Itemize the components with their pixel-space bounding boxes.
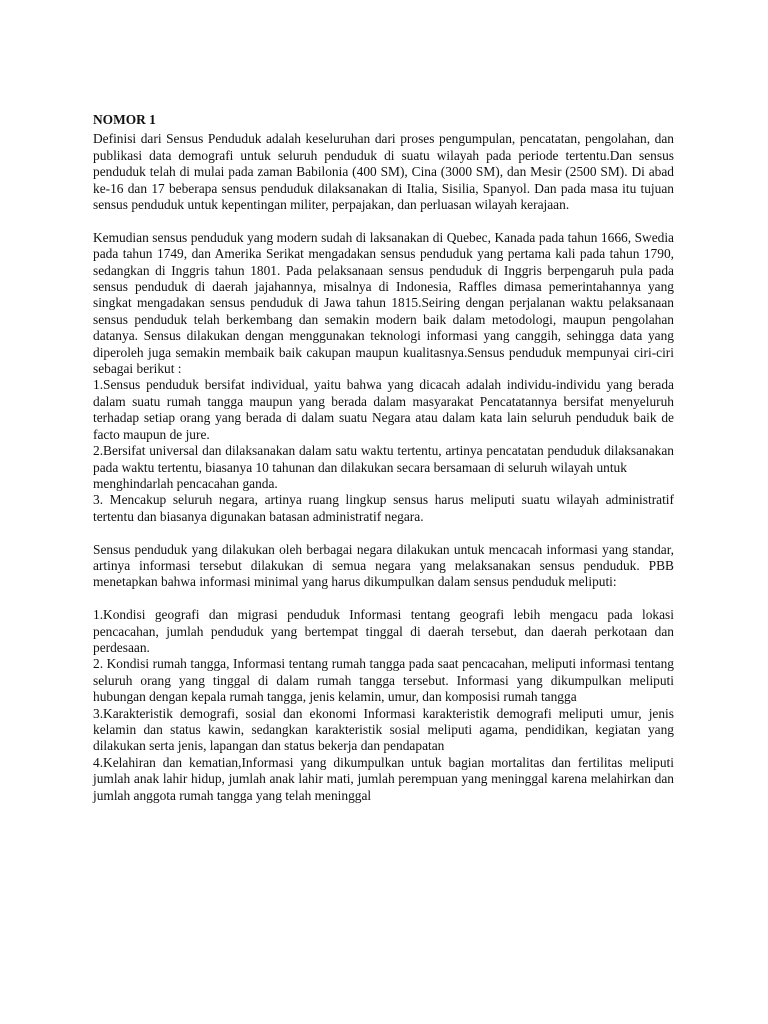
info-item-3: 3.Karakteristik demografi, sosial dan ekonomi Informasi karakteristik demografi meliputi umur, jenis kelamin dan status kawin, sedangkan karakteristik sosial meliputi agama, pendidikan, kegiatan yang dilakukan serta jenis, lapangan dan status bekerja dan pendapatan [93,705,674,754]
document-heading: NOMOR 1 [93,112,156,127]
blank-line [93,213,674,229]
paragraph-modern-census: Kemudian sensus penduduk yang modern sudah di laksanakan di Quebec, Kanada pada tahun 1666, Swedia pada tahun 1749, dan Amerika Serikat mengadakan sensus penduduk yang pertama kali pada tahun 1790, sedangkan di Inggris tahun 1801. Pada pelaksanaan sensus penduduk di Inggris berpengaruh pula pada sensus penduduk di daerah jajahannya, misalnya di Indonesia, Raffles dimasa pemerintahannya yang singkat mengadakan sensus penduduk di Jawa tahun 1815.Seiring dengan perjalanan waktu pelaksanaan sensus penduduk telah berkembang dan semakin modern baik dalam metodologi, maupun pengolahan datanya. Sensus dilakukan dengan menggunakan teknologi informasi yang canggih, sehingga data yang diperoleh juga semakin membaik baik cakupan maupun kualitasnya.Sensus penduduk mempunyai ciri-ciri sebagai berikut : [93,229,674,377]
info-item-2: 2. Kondisi rumah tangga, Informasi tentang rumah tangga pada saat pencacahan, meliputi informasi tentang seluruh orang yang tinggal di dalam rumah tangga tersebut. Informasi yang dikumpulkan meliputi hubungan dengan kepala rumah tangga, jenis kelamin, umur, dan komposisi rumah tangga [93,656,674,705]
characteristic-item-1: 1.Sensus penduduk bersifat individual, yaitu bahwa yang dicacah adalah individu-individu yang berada dalam suatu rumah tangga maupun yang berada dalam masyarakat Pencatatannya bersifat menyeluruh terhadap setiap orang yang berada di dalam suatu Negara atau dalam kata lain seluruh penduduk baik de facto maupun de jure. [93,377,674,442]
blank-line [93,525,674,541]
paragraph-un-standards: Sensus penduduk yang dilakukan oleh berbagai negara dilakukan untuk mencacah informasi yang standar, artinya informasi tersebut dilakukan di semua negara yang melaksanakan sensus penduduk. PBB menetapkan bahwa informasi minimal yang harus dikumpulkan dalam sensus penduduk meliputi: [93,541,674,590]
characteristic-item-2: 2.Bersifat universal dan dilaksanakan dalam satu waktu tertentu, artinya pencatatan penduduk dilaksanakan pada waktu tertentu, biasanya 10 tahunan dan dilakukan secara bersamaan di seluruh wilayah untuk [93,443,674,475]
info-item-1: 1.Kondisi geografi dan migrasi penduduk Informasi tentang geografi lebih mengacu pada lokasi pencacahan, jumlah penduduk yang bertempat tinggal di daerah tersebut, dan daerah perkotaan dan perdesaan. [93,607,674,655]
info-item-4: 4.Kelahiran dan kematian,Informasi yang dikumpulkan untuk bagian mortalitas dan fertilitas meliputi jumlah anak lahir hidup, jumlah anak lahir mati, jumlah perempuan yang meninggal karena melahirkan dan jumlah anggota rumah tangga yang telah meninggal [93,754,674,803]
blank-line [93,591,674,607]
paragraph-definition: Definisi dari Sensus Penduduk adalah keseluruhan dari proses pengumpulan, pencatatan, pengolahan, dan publikasi data demografi untuk seluruh penduduk di suatu wilayah pada periode tertentu.Dan sensus penduduk telah di mulai pada zaman Babilonia (400 SM), Cina (3000 SM), dan Mesir (2500 SM). Di abad ke-16 dan 17 beberapa sensus penduduk dilaksanakan di Italia, Sisilia, Spanyol. Dan pada masa itu tujuan sensus penduduk untuk kepentingan militer, perpajakan, dan perluasan wilayah kerajaan. [93,131,674,213]
characteristic-item-3: 3. Mencakup seluruh negara, artinya ruang lingkup sensus harus meliputi suatu wilayah administratif tertentu dan biasanya digunakan batasan administratif negara. [93,492,674,524]
document-page [93,112,674,804]
characteristic-item-2-continuation: menghindarlah pencacahan ganda. [93,475,278,491]
